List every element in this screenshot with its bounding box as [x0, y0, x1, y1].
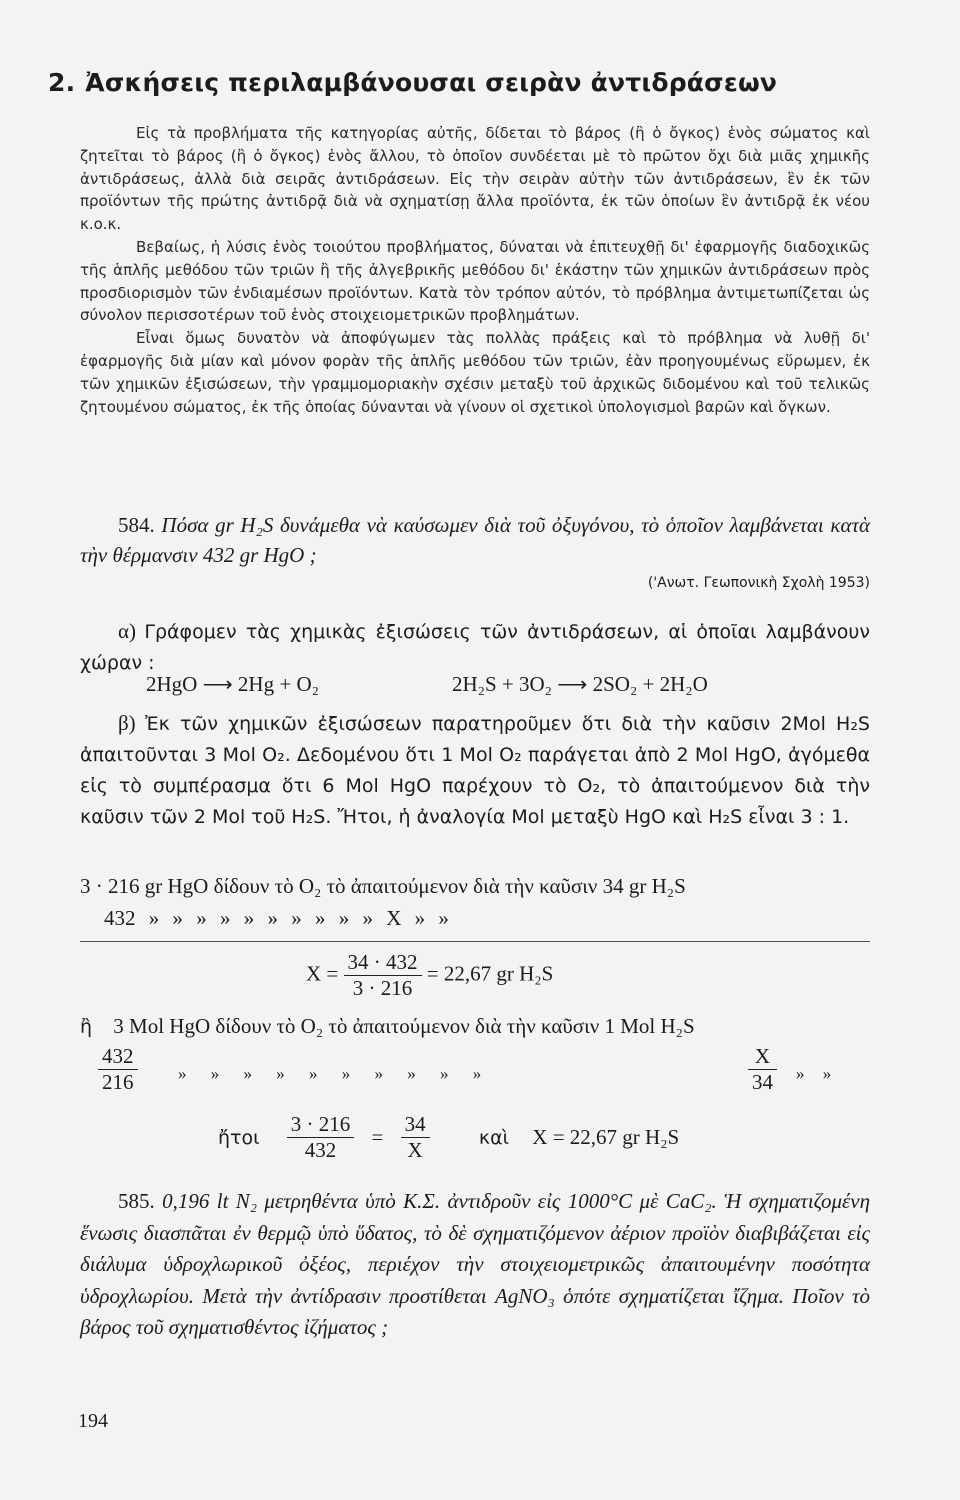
part-b-text: Ἐκ τῶν χημικῶν ἐξισώσεων παρατηροῦμεν ὅτι διὰ τὴν καῦσιν 2Mol H₂S ἀπαιτοῦνται 3 Mol O₂. Δεδομένου ὅτι 1 Mol O₂ παράγεται ἀπὸ 2 Mol HgO, ἀγόμεθα εἰς τὸ συμπέρασμα ὅτι 6 Mol HgO παρέχουν τὸ O₂, τὸ ἀπαιτούμενον διὰ τὴν καῦσιν τῶν 2 Mol τοῦ H₂S. Ἤτοι, ἡ ἀναλογία Mol μεταξὺ HgO καὶ H₂S εἶναι 3 : 1. — [80, 713, 870, 828]
part-a-label: α) — [118, 619, 136, 643]
solution-part-b — [80, 708, 870, 832]
rule-of-three-1-line-a: 3 · 216 gr HgO δίδουν τὸ O₂ τὸ ἀπαιτούμενον διὰ τὴν καῦσιν 34 gr H₂S — [80, 874, 686, 898]
intro-paragraph-3: Εἶναι ὅμως δυνατὸν νὰ ἀποφύγωμεν τὰς πολλὰς πράξεις καὶ τὸ πρόβλημα νὰ λυθῇ δι' ἐφαρμογῆς διὰ μίαν καὶ μόνον φορὰν τῆς ἁπλῆς μεθόδου τῶν τριῶν, ἐὰν προηγουμένως εὕρωμεν, ἐκ τῶν χημικῶν ἐξισώσεων, τὴν γραμμομοριακὴν σχέσιν μεταξὺ τοῦ ἀρχικῶς διδομένου καὶ τοῦ τελικῶς ζητουμένου σώματος, ἐκ τῆς ὁποίας δύνανται νὰ γίνουν οἱ σχετικοὶ ὑπολογισμοὶ βαρῶν καὶ ὄγκων. — [80, 329, 870, 416]
page-number: 194 — [78, 1410, 108, 1432]
section-number: 2. — [48, 68, 76, 97]
intro-paragraph-2: Βεβαίως, ἡ λύσις ἑνὸς τοιούτου προβλήματος, δύναται νὰ ἐπιτευχθῇ δι' ἐφαρμογῆς διαδοχικῶς τῆς ἁπλῆς μεθόδου τῶν τριῶν ἢ τῆς ἀλγεβρικῆς μεθόδου δι' ἑκάστην τῶν χημικῶν ἀντιδράσεων πρὸς προσδιορισμὸν τῶν ἐνδιαμέσων προϊόντων. Κατὰ τὸν τρόπον αὐτόν, τὸ πρόβλημα ἀντιμετωπίζεται ὡς σύνολον περισσοτέρων τοῦ ἑνὸς στοιχειομετρικῶν προβλημάτων. — [80, 237, 870, 325]
rule-of-three-2-line-a — [80, 1014, 695, 1039]
calculation-1 — [306, 950, 553, 1001]
calc-2-left-num: 3 · 216 — [287, 1112, 355, 1138]
problem-585 — [80, 1186, 870, 1344]
rule-2-fraction-right — [748, 1044, 777, 1095]
divider-line — [80, 941, 870, 942]
problem-584 — [80, 510, 870, 570]
calc-1-fraction — [344, 950, 422, 1001]
calc-1-lhs: X = — [306, 961, 339, 986]
problem-584-number: 584. — [118, 513, 155, 537]
rule-2-tail: » » — [796, 1064, 832, 1083]
rule-2-fraction-left — [98, 1044, 138, 1095]
solution-part-a — [80, 616, 870, 678]
calc-2-right-fraction — [401, 1112, 430, 1163]
problem-585-number: 585. — [118, 1189, 155, 1213]
calc-2-result: X = 22,67 gr H₂S — [532, 1125, 680, 1149]
rule-2-text: 3 Mol HgO δίδουν τὸ O₂ τὸ ἀπαιτούμενον διὰ τὴν καῦσιν 1 Mol H₂S — [113, 1014, 695, 1038]
rule-2-frac-num: 432 — [98, 1044, 138, 1070]
calculation-2 — [218, 1112, 679, 1163]
problem-584-statement: Πόσα gr H₂S δυνάμεθα νὰ καύσωμεν διὰ τοῦ ὀξυγόνου, τὸ ὁποῖον λαμβάνεται κατὰ τὴν θέρμανσιν 432 gr HgO ; — [80, 513, 871, 567]
alt-prefix: ἢ — [80, 1016, 93, 1038]
section-heading — [48, 68, 777, 97]
calc-2-left-den: 432 — [304, 1138, 337, 1162]
calc-1-denominator: 3 · 216 — [352, 976, 413, 1000]
equation-1: 2HgO ⟶ 2Hg + O₂ — [146, 672, 319, 696]
calc-2-right-num: 34 — [401, 1112, 430, 1138]
calc-1-rhs: = 22,67 gr H₂S — [426, 961, 554, 986]
calc-2-prefix: ἤτοι — [218, 1126, 260, 1149]
equation-2: 2H₂S + 3O₂ ⟶ 2SO₂ + 2H₂O — [452, 672, 708, 696]
section-title: Ἀσκήσεις περιλαμβάνουσαι σειρὰν ἀντιδράσεων — [85, 68, 778, 97]
calc-2-and: καὶ — [478, 1126, 510, 1149]
intro-text — [80, 122, 870, 418]
rule-of-three-1-line-b: 432 » » » » » » » » » » X » » — [104, 906, 449, 930]
rule-2-x-den: 34 — [752, 1070, 773, 1094]
part-a-text: Γράφομεν τὰς χημικὰς ἐξισώσεις τῶν ἀντιδράσεων, αἱ ὁποῖαι λαμβάνουν χώραν : — [80, 621, 871, 674]
problem-585-statement: 0,196 lt N₂ μετρηθέντα ὑπὸ Κ.Σ. ἀντιδροῦν εἰς 1000°C μὲ CaC₂. Ἡ σχηματιζομένη ἕνωσις διασπᾶται ἐν θερμῷ ὑπὸ ὕδατος, τὸ δὲ σχηματιζόμενον ἀέριον προϊὸν διαβιβάζεται εἰς διάλυμα ὑδροχλωρικοῦ ὀξέος, περιέχον τὴν στοιχειομετρικῶς ἀπαιτουμένην ποσότητα ὑδροχλωρίου. Μετὰ τὴν ἀντίδρασιν προστίθεται AgNO₃ ὁπότε σχηματίζεται ἴζημα. Ποῖον τὸ βάρος τοῦ σχηματισθέντος ἰζήματος ; — [80, 1189, 871, 1339]
calc-2-right-den: X — [407, 1138, 423, 1162]
rule-2-x-num: X — [748, 1044, 777, 1070]
calc-1-numerator: 34 · 432 — [344, 950, 422, 976]
part-b-label: β) — [118, 711, 136, 735]
intro-paragraph-1: Εἰς τὰ προβλήματα τῆς κατηγορίας αὐτῆς, δίδεται τὸ βάρος (ἢ ὁ ὄγκος) ἑνὸς σώματος καὶ ζητεῖται τὸ βάρος (ἢ ὁ ὄγκος) ἑνὸς ἄλλου, τὸ ὁποῖον συνδέεται μὲ τὸ πρῶτον ὄχι διὰ μιᾶς χημικῆς ἀντιδράσεως, ἀλλὰ διὰ σειρᾶς ἀντιδράσεων. Εἰς τὴν σειρὰν αὐτὴν τῶν ἀντιδράσεων, ἓν ἐκ τῶν προϊόντων τῆς πρώτης ἀντιδρᾷ διὰ νὰ σχηματίσῃ ἄλλα προϊόντα, ἐκ τῶν ὁποίων ἓν ἀντιδρᾷ ἐκ νέου κ.ο.κ. — [80, 124, 870, 234]
calc-2-left-fraction — [287, 1112, 355, 1163]
problem-584-source: ('Ανωτ. Γεωπονικὴ Σχολὴ 1953) — [647, 575, 870, 591]
rule-2-frac-den: 216 — [102, 1070, 134, 1094]
calc-2-equals: = — [371, 1125, 384, 1149]
rule-2-quotes: » » » » » » » » » » — [178, 1064, 482, 1083]
